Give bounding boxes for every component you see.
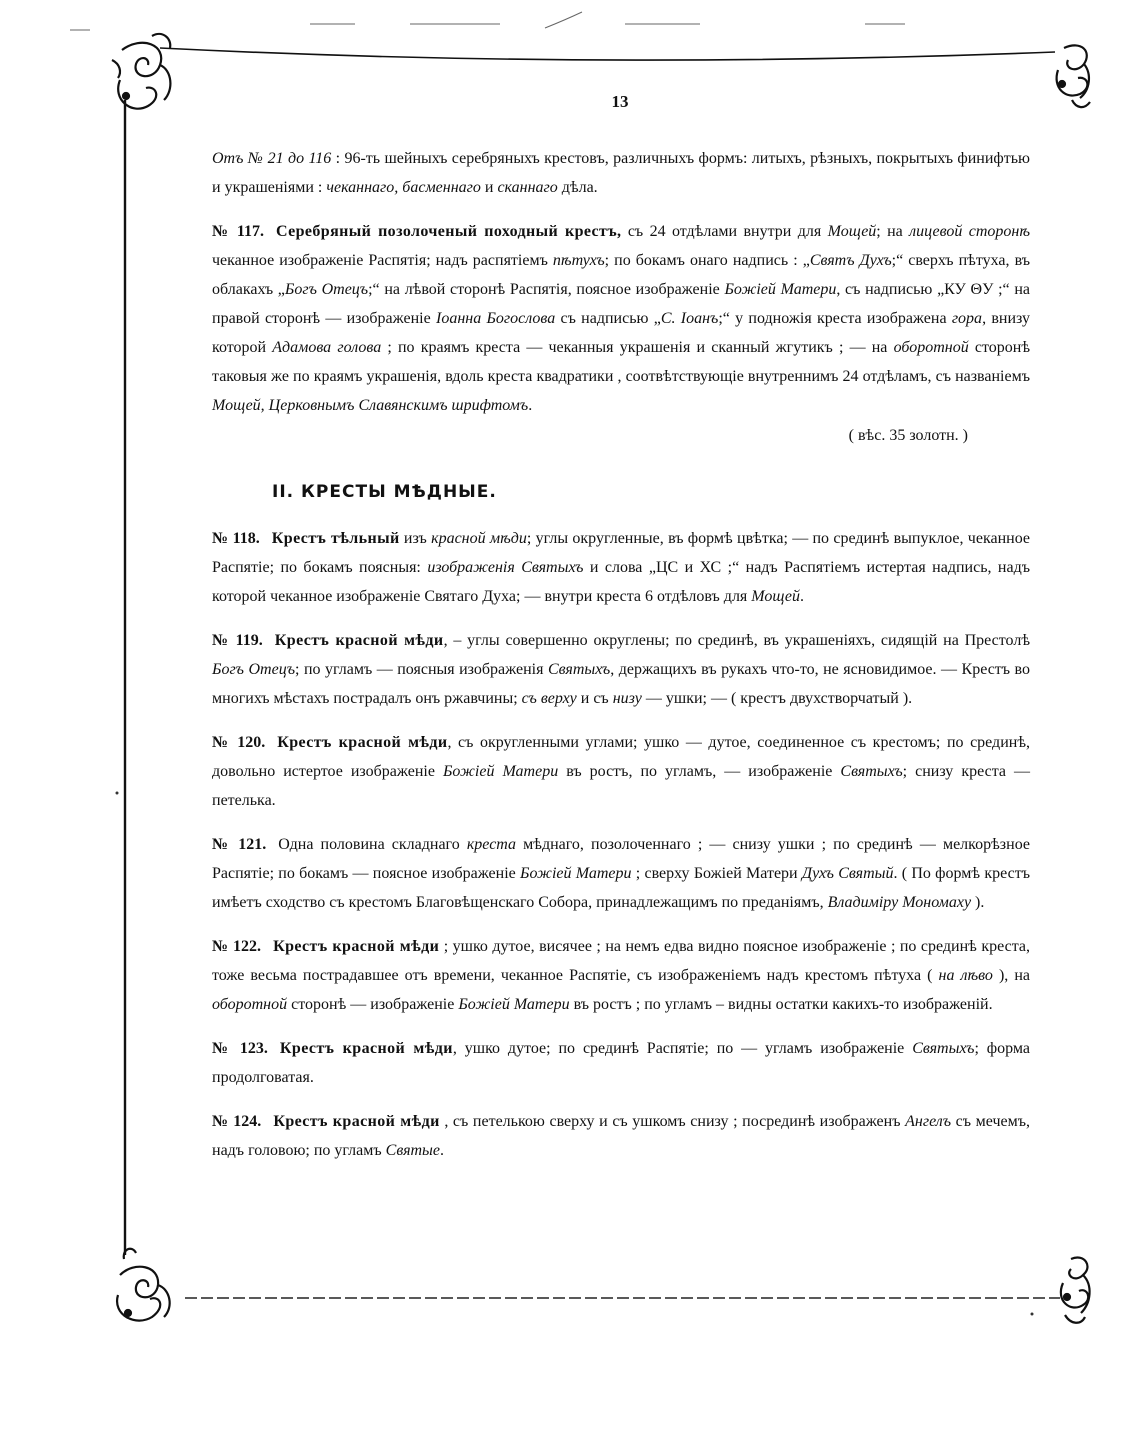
entry-italic-text: Святъ Духъ (809, 252, 892, 269)
entry-italic-text: съ верху (521, 690, 577, 707)
entry-number: № 124. (212, 1113, 262, 1130)
entry-italic-text: лицевой сторонѣ (909, 223, 1031, 240)
entry-italic-text: чеканнаго, басменнаго (326, 179, 481, 196)
entry-italic-text: Святыхъ (912, 1040, 975, 1057)
entry-italic-text: сканнаго (497, 179, 558, 196)
entry-italic-text: на лѣво (938, 967, 993, 984)
entry-italic-text: креста (466, 836, 517, 853)
entry-text: и слова „ЦС и ХС ;“ надъ Распятіемъ истертая надпись, надъ которой чеканное изображеніе Святаго Духа; — внутри креста 6 отдѣловъ для (212, 559, 1031, 605)
entry-116 (212, 144, 1030, 202)
entry-text: ; снизу креста — петелька. (212, 763, 1030, 809)
ornament-bottom-right (1061, 1258, 1090, 1323)
entry-italic-text: пѣтухъ (552, 252, 605, 269)
entry-text: : 96-ть шейныхъ серебряныхъ крестовъ, различныхъ формъ: литыхъ, рѣзныхъ, покрытыхъ финифтью и украшеніями : (212, 150, 1031, 196)
ornament-top-left (112, 34, 170, 109)
entry-text: въ ростъ, по угламъ, — изображеніе (558, 763, 841, 780)
entry-text: ; углы округленные, въ формѣ цвѣтка; — по срединѣ выпуклое, чеканное Распятіе; по бокамъ поясныя: (212, 530, 1031, 576)
entry-heading: Крестъ красной мѣди (273, 938, 440, 955)
entry-italic-text: С. Іоанъ (660, 310, 719, 327)
entry-124 (212, 1107, 1030, 1165)
entry-text: съ надписью „ (555, 310, 661, 327)
entry-italic-text: Владиміру Мономаху (827, 894, 972, 911)
entry-text: ; сверху Божіей Матери (631, 865, 802, 882)
entry-italic-text: красной мѣди (431, 530, 527, 547)
weight-note: ( вѣс. 35 золотн. ) (848, 427, 968, 444)
entry-text: сторонѣ таковыя же по краямъ украшенія, вдоль креста квадратики , соотвѣтствующіе внутреннимъ 24 отдѣламъ, съ названіемъ (212, 339, 1031, 385)
entry-text: чеканное изображеніе Распятія; надъ распятіемъ (212, 252, 553, 269)
entry-text: ; по бокамъ онаго надпись : „ (604, 252, 810, 269)
entry-text: , держащихъ въ рукахъ что-то, не ясновидимое. — Крестъ во многихъ мѣстахъ пострадалъ онъ ржавчины; (212, 661, 1031, 707)
top-rule (160, 48, 1055, 60)
entry-number: № 120. (212, 734, 266, 751)
entry-italic-text: Богъ Отецъ (284, 281, 369, 298)
entry-text: съ 24 отдѣлами внутри для (621, 223, 828, 240)
entry-heading: Крестъ красной мѣди (274, 632, 444, 649)
entry-italic-text: Святые (385, 1142, 440, 1159)
entry-italic-text: оборотной (212, 996, 288, 1013)
entry-italic-text: Святыхъ (547, 661, 611, 678)
entry-text: ; форма продолговатая. (212, 1040, 1031, 1086)
entry-text: ;“ у подножія креста изображена (718, 310, 952, 327)
entry-heading: Крестъ тѣльный (271, 530, 400, 547)
entry-number: № 121. (212, 836, 267, 853)
entry-number: № 119. (212, 632, 263, 649)
entries-silver (212, 144, 1030, 420)
entry-text: , – углы совершенно округлены; по срединѣ, въ украшеніяхъ, сидящій на Престолѣ (443, 632, 1031, 649)
entry-text: ). (971, 894, 985, 911)
entry-italic-text: Мощей (827, 223, 877, 240)
entry-text: . (799, 588, 804, 605)
entry-text: . (440, 1142, 444, 1159)
entry-123 (212, 1034, 1030, 1092)
entry-120 (212, 728, 1030, 815)
entry-italic-text: Ангелъ (905, 1113, 952, 1130)
entry-number: № 122. (212, 938, 262, 955)
entry-italic-text: Отъ № 21 до 116 (212, 150, 332, 167)
entry-italic-text: Божіей Матери (442, 763, 559, 780)
entry-text: , внизу которой (212, 310, 1030, 356)
section-title: II. КРЕСТЫ МѢДНЫЕ. (272, 482, 497, 502)
ornament-top-right (1057, 45, 1090, 107)
ornament-bottom-left (117, 1249, 170, 1321)
entry-119 (212, 626, 1030, 713)
entry-italic-text: Святыхъ (840, 763, 903, 780)
entry-heading: Крестъ красной мѣди (279, 1040, 453, 1057)
entry-text: , съ петелькою сверху и съ ушкомъ снизу ; посрединѣ изображенъ (439, 1113, 906, 1130)
entry-heading: Крестъ красной мѣди (273, 1113, 440, 1130)
entry-text: ; ушко дутое, висячее ; на немъ едва видно поясное изображеніе ; по срединѣ креста, тоже весьма пострадавшее отъ времени, чеканное Распятіе, съ изображеніемъ надъ крестомъ пѣтуха ( (212, 938, 1031, 984)
entry-text: Одна половина складнаго (278, 836, 467, 853)
entry-text: — ушки; — ( крестъ двухстворчатый ). (641, 690, 913, 707)
entry-text: ; на (876, 223, 910, 240)
page-content (212, 144, 1030, 1180)
entry-italic-text: изображенія Святыхъ (427, 559, 584, 576)
entry-text: . (528, 397, 533, 414)
entry-121 (212, 830, 1030, 917)
entry-122 (212, 932, 1030, 1019)
entry-number: № 117. (212, 223, 264, 240)
entry-text: изъ (399, 530, 432, 547)
entry-text: ; по краямъ креста — чеканныя украшенія и сканный жгутикъ ; — на (381, 339, 894, 356)
entry-heading: Крестъ красной мѣди (277, 734, 448, 751)
entry-italic-text: Божіей Матери (724, 281, 837, 298)
entry-118 (212, 524, 1030, 611)
page-number: 13 (611, 92, 629, 111)
entry-text: ; по угламъ — поясныя изображенія (295, 661, 548, 678)
entry-italic-text: Божіей Матери (458, 996, 570, 1013)
entry-italic-text: низу (612, 690, 642, 707)
entry-117 (212, 217, 1030, 420)
entry-text: и (480, 179, 498, 196)
entry-text: . ( По формѣ крестъ имѣетъ сходство съ крестомъ Благовѣщенскаго Собора, принадлежащимъ по преданіямъ, (212, 865, 1031, 911)
entry-text: , съ округленными углами; ушко — дутое, соединенное съ крестомъ; по срединѣ, довольно истертое изображеніе (212, 734, 1031, 780)
entry-number: № 123. (212, 1040, 268, 1057)
entry-italic-text: Богъ Отецъ (212, 661, 295, 678)
entry-text: ), на (992, 967, 1030, 984)
entry-italic-text: Духъ Святый (801, 865, 894, 882)
entry-text: , ушко дутое; по срединѣ Распятіе; по — угламъ изображеніе (452, 1040, 913, 1057)
entry-text: въ ростъ ; по угламъ – видны остатки какихъ-то изображеній. (569, 996, 993, 1013)
entry-text: сторонѣ — изображеніе (287, 996, 459, 1013)
entry-italic-text: Мощей (751, 588, 800, 605)
entry-text: ;“ на лѣвой сторонѣ Распятія, поясное изображеніе (368, 281, 725, 298)
entry-text: , съ надписью „КУ ΘУ ;“ на правой сторонѣ — изображеніе (212, 281, 1031, 327)
entry-italic-text: гора (951, 310, 983, 327)
entry-italic-text: Іоанна Богослова (435, 310, 556, 327)
entry-italic-text: Божіей Матери (520, 865, 632, 882)
entry-text: дѣла. (557, 179, 598, 196)
entry-italic-text: Адамова голова (272, 339, 382, 356)
entry-number: № 118. (212, 530, 260, 547)
entry-heading: Серебряный позолоченый походный крестъ, (275, 223, 622, 240)
entries-copper (212, 524, 1030, 1165)
entry-text: мѣднаго, позолоченнаго ; — снизу ушки ; по срединѣ — мелкорѣзное Распятіе; по бокамъ — поясное изображеніе (212, 836, 1030, 882)
entry-text: и съ (576, 690, 613, 707)
entry-italic-text: оборотной (893, 339, 969, 356)
entry-italic-text: Мощей, Церковнымъ Славянскимъ шрифтомъ (212, 397, 529, 414)
entry-text: ;“ сверхъ пѣтуха, въ облакахъ „ (212, 252, 1030, 298)
entry-text: съ мечемъ, надъ головою; по угламъ (212, 1113, 1031, 1159)
